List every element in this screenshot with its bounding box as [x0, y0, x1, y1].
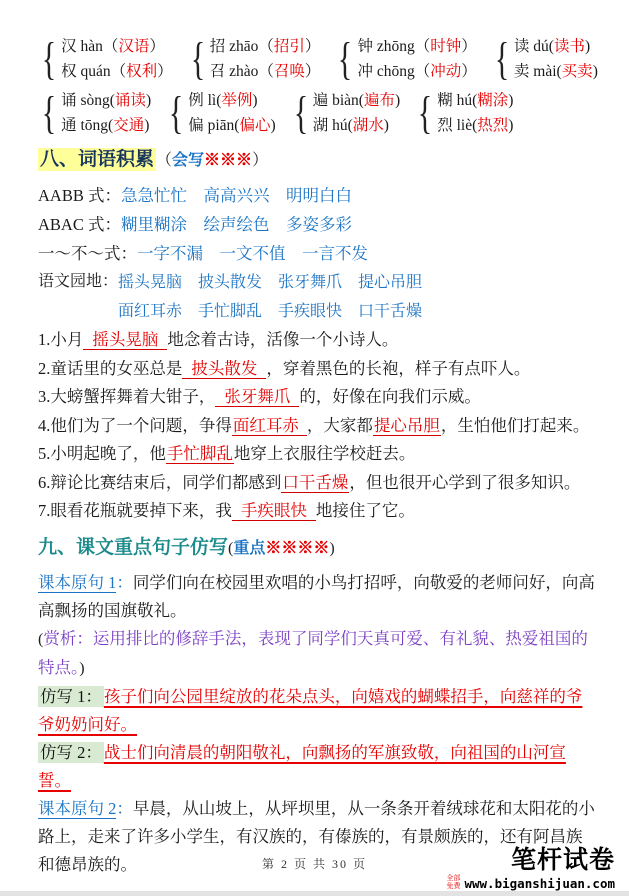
example-word: 汉语 — [118, 38, 150, 55]
list-aabb — [38, 181, 595, 210]
polyphone-line — [210, 59, 321, 84]
original-text: 同学们向在校园里欢唱的小鸟打招呼，向敬爱的老师问好，向高高飘扬的国旗敬礼。 — [38, 572, 595, 620]
list-label: ABAC 式： — [38, 215, 121, 234]
sentence-6 — [38, 469, 595, 498]
analysis-text: 运用排比的修辞手法，表现了同学们天真可爱、有礼貌、热爱祖国的特点。 — [38, 628, 588, 677]
list-label: AABB 式： — [38, 186, 121, 205]
original-label: 课本原句 2 — [38, 798, 117, 818]
sentence-text: 地念着古诗，活像一个小诗人。 — [167, 330, 399, 349]
garden-words — [38, 268, 595, 326]
example-word: 买卖 — [561, 63, 593, 80]
sentence-2 — [38, 355, 595, 384]
paren-close: ） — [149, 38, 165, 55]
example-word: 举例 — [221, 92, 253, 109]
sentence-text: 地接住了它。 — [315, 501, 415, 520]
polyphone-line — [514, 34, 598, 59]
paren-close: ) — [508, 117, 514, 134]
answer-word: 摇头晃脑 — [83, 330, 167, 350]
example-word: 偏心 — [239, 117, 271, 134]
paren-close: ) — [394, 92, 401, 109]
sentence-3 — [38, 383, 595, 412]
garden-line-2: 面红耳赤 手忙脚乱 手疾眼快 口干舌燥 — [118, 303, 423, 320]
list-words: 急急忙忙 高高兴兴 明明白白 — [120, 186, 352, 205]
answer-word: 手疾眼快 — [232, 501, 316, 521]
imitation-text: 战士们向清晨的朝阳敬礼，向飘扬的军旗致敬，向祖国的山河宣誓。 — [38, 742, 566, 790]
example-word: 遍布 — [363, 92, 395, 109]
polyphone-group — [38, 88, 151, 138]
polyphone-line — [61, 34, 173, 59]
char-pinyin: 招 zhāo（ — [209, 38, 274, 55]
list-words: 糊里糊涂 绘声绘色 多姿多彩 — [120, 215, 352, 234]
char-pinyin: 湖 hú( — [312, 117, 353, 134]
list-words: 一字不漏 一文不值 一言不发 — [137, 244, 368, 263]
char-pinyin: 权 quán（ — [61, 63, 127, 80]
example-word: 招引 — [273, 38, 305, 55]
polyphone-line — [188, 88, 275, 113]
paren-open: （ — [156, 152, 173, 169]
polyphone-line — [437, 88, 513, 113]
brace-icon: { — [293, 87, 308, 138]
polyphone-group — [187, 34, 321, 84]
char-pinyin: 烈 liè( — [437, 117, 478, 134]
brace-icon: { — [494, 33, 510, 84]
example-word: 召唤 — [273, 63, 305, 80]
brace-icon: { — [41, 87, 57, 138]
answer-word: 口干舌燥 — [282, 472, 349, 492]
list-abac — [38, 210, 595, 239]
paren-close: ) — [145, 92, 152, 109]
answer-word: 提心吊胆 — [373, 415, 440, 435]
paren-close: ) — [383, 117, 389, 134]
answer-word: 披头散发 — [182, 359, 266, 379]
polyphone-group — [165, 88, 276, 138]
example-word: 权利 — [126, 63, 158, 80]
imitation-label: 仿写 1： — [40, 686, 102, 706]
char-pinyin: 钟 zhōng（ — [357, 38, 431, 55]
char-pinyin: 遍 biàn( — [312, 92, 364, 109]
polyphone-section — [38, 33, 598, 138]
polyphone-line — [188, 113, 275, 138]
sentence-5 — [38, 440, 595, 469]
paren-close: ) — [79, 659, 85, 677]
original-label: 课本原句 1 — [38, 572, 117, 592]
example-word: 时钟 — [430, 38, 462, 55]
paren-close: ） — [252, 152, 269, 169]
sentence-1 — [38, 326, 595, 355]
importance-stars: ※※※ — [204, 152, 253, 169]
polyphone-line — [358, 34, 477, 59]
paren-close: ) — [270, 117, 276, 134]
paren-close: ) — [252, 92, 258, 109]
answer-word: 面红耳赤 — [232, 416, 307, 436]
polyphone-group — [38, 34, 173, 84]
brand-name: 笔杆试卷 — [510, 846, 615, 874]
polyphone-line — [313, 88, 400, 113]
polyphone-group — [290, 88, 401, 138]
section-8-note: 会写 — [172, 152, 205, 169]
char-pinyin: 汉 hàn（ — [61, 38, 119, 55]
sentence-text: 7.眼看花瓶就要掉下来，我 — [38, 501, 232, 520]
polyphone-line — [313, 113, 400, 138]
polyphone-row-1 — [38, 33, 598, 84]
sentence-text: 4.他们为了一个问题，争得 — [38, 415, 232, 435]
original-text: 早晨，从山坡上，从坪坝里，从一条条开着绒球花和太阳花的小路上，走来了许多小学生，有汉族的，有傣族的，有景颇族的，还有阿昌族和德昂族的。 — [38, 798, 595, 874]
char-pinyin: 通 tōng( — [61, 117, 114, 134]
imitation-text: 孩子们向公园里绽放的花朵点头，向嬉戏的蝴蝶招手，向慈祥的爷爷奶奶问好。 — [38, 686, 583, 734]
paren-close: ） — [304, 38, 321, 55]
garden-label: 语文园地： — [38, 273, 119, 290]
analysis-label: 赏析： — [43, 628, 93, 648]
answer-word: 张牙舞爪 — [215, 387, 299, 407]
polyphone-line — [358, 59, 477, 84]
original-sentence-1 — [38, 569, 595, 625]
sentence-text: 地穿上衣服往学校赶去。 — [233, 444, 416, 463]
sentence-text: 的，好像在向我们示威。 — [299, 387, 481, 406]
paren-close: ) — [584, 38, 591, 55]
char-pinyin: 例 lì( — [188, 92, 222, 109]
example-word: 诵读 — [114, 92, 146, 109]
paren-open: ( — [228, 539, 234, 557]
list-yibu — [38, 239, 595, 268]
sentence-text: ，但也很开心学到了很多知识。 — [349, 472, 581, 492]
section-9-title: 九、课文重点句子仿写 — [38, 536, 229, 558]
paren-close: ) — [329, 539, 335, 557]
sentence-text: 3.大螃蟹挥舞着大钳子， — [38, 387, 216, 406]
char-pinyin: 诵 sòng( — [61, 92, 115, 109]
polyphone-group — [414, 88, 513, 138]
imitation-1 — [38, 683, 595, 739]
paren-close: ） — [461, 38, 477, 55]
paren-close: ） — [304, 63, 321, 80]
sentence-text: 5.小明起晚了，他 — [38, 444, 166, 463]
section-8-heading — [38, 146, 595, 175]
brand-logo — [446, 848, 615, 890]
sentence-text: ，穿着黑色的长袍，样子有点吓人。 — [266, 358, 531, 378]
polyphone-row-2 — [38, 88, 595, 138]
polyphone-line — [514, 59, 598, 84]
colon: ： — [116, 572, 133, 592]
example-word: 湖水 — [352, 117, 384, 134]
sentence-7 — [38, 497, 595, 526]
colon: ： — [116, 798, 133, 818]
sentence-text: 2.童话里的女巫总是 — [38, 358, 183, 378]
answer-word: 手忙脚乱 — [166, 444, 233, 463]
section-8-title: 八、词语积累 — [40, 149, 155, 170]
paren-close: ) — [508, 92, 514, 109]
example-word: 冲动 — [430, 63, 462, 80]
page-indicator: 第 2 页 共 30 页 — [261, 857, 367, 871]
brand-url[interactable]: www.biganshijuan.com — [464, 875, 615, 891]
imitation-2 — [38, 739, 595, 795]
polyphone-line — [61, 59, 173, 84]
polyphone-line — [437, 113, 513, 138]
fill-in-sentences — [38, 326, 595, 526]
example-word: 读书 — [553, 38, 585, 55]
list-label: 一～不～式： — [38, 244, 137, 263]
polyphone-line — [61, 88, 151, 113]
char-pinyin: 读 dú( — [513, 38, 554, 55]
char-pinyin: 卖 mài( — [513, 63, 562, 80]
imitation-label: 仿写 2： — [40, 742, 102, 762]
polyphone-group — [334, 34, 476, 84]
char-pinyin: 糊 hú( — [437, 92, 478, 109]
bottom-divider — [0, 891, 629, 896]
brace-icon: { — [168, 87, 184, 138]
example-word: 糊涂 — [477, 92, 509, 109]
sentence-text: ，生怕他们打起来。 — [440, 415, 590, 435]
brace-icon: { — [338, 33, 353, 84]
paren-close: ） — [157, 63, 173, 80]
paren-close: ) — [592, 63, 598, 80]
brace-icon: { — [190, 33, 205, 84]
sentence-4 — [38, 412, 595, 441]
analysis-note — [38, 625, 595, 683]
paren-close: ） — [461, 63, 477, 80]
polyphone-line — [61, 113, 151, 138]
brace-icon: { — [418, 87, 433, 138]
section-9-heading — [38, 534, 595, 563]
importance-stars: ※※※※ — [265, 539, 330, 557]
brand-tagline: 全部免费 — [446, 874, 461, 890]
sentence-text: ，大家都 — [306, 415, 373, 435]
char-pinyin: 冲 chōng（ — [357, 63, 431, 80]
paren-close: ) — [144, 117, 150, 134]
garden-line-1: 摇头晃脑 披头散发 张牙舞爪 提心吊胆 — [118, 274, 423, 291]
polyphone-line — [210, 34, 321, 59]
sentence-text: 1.小月 — [38, 330, 84, 349]
polyphone-group — [491, 34, 598, 84]
section-9-note: 重点 — [233, 539, 266, 557]
word-pattern-lists — [38, 181, 595, 326]
example-word: 交通 — [113, 117, 145, 134]
brace-icon: { — [41, 33, 57, 84]
char-pinyin: 偏 piān( — [188, 117, 240, 134]
example-word: 热烈 — [477, 117, 509, 134]
char-pinyin: 召 zhào（ — [209, 63, 274, 80]
sentence-text: 6.辩论比赛结束后，同学们都感到 — [38, 472, 282, 492]
paren-open: ( — [38, 630, 44, 648]
